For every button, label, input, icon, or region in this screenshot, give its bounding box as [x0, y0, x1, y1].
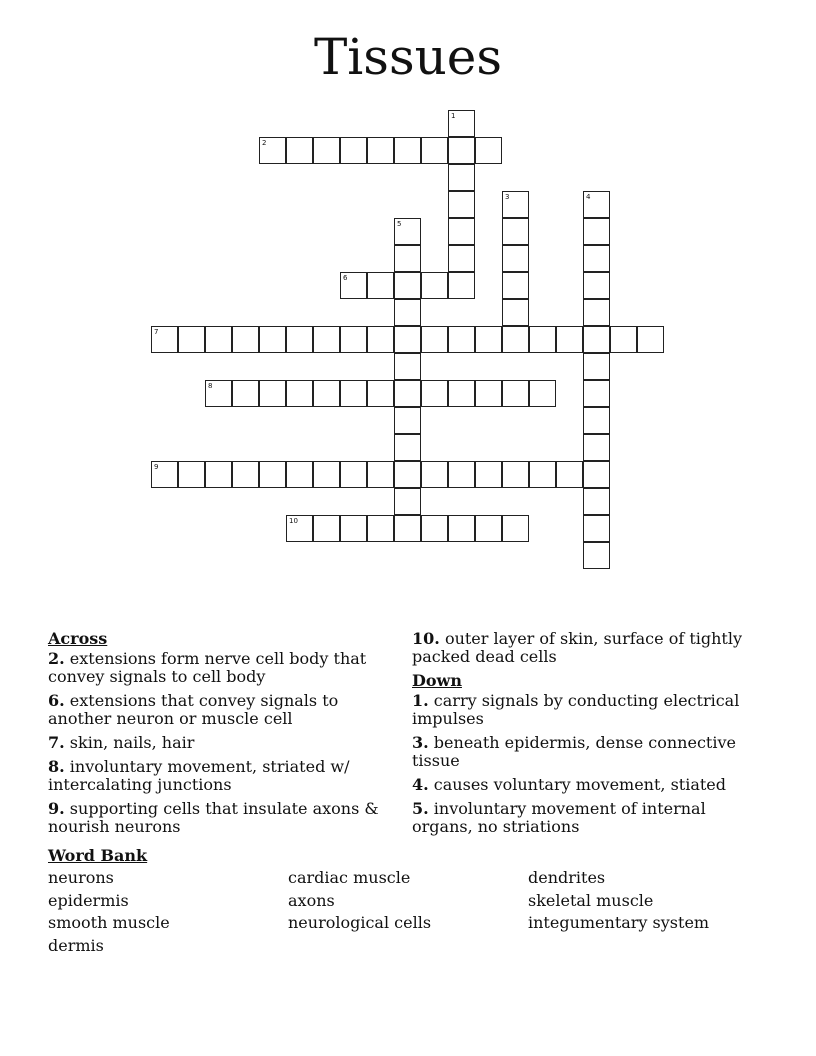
crossword-cell[interactable] [340, 326, 367, 353]
crossword-cell[interactable] [232, 461, 259, 488]
crossword-cell[interactable] [421, 326, 448, 353]
clue-number: 3. [412, 733, 429, 752]
clues-left-column [48, 630, 388, 842]
crossword-cell[interactable] [205, 380, 232, 407]
crossword-cell[interactable] [502, 191, 529, 218]
word-bank-item: axons [288, 890, 335, 910]
crossword-cell[interactable] [367, 461, 394, 488]
crossword-cell[interactable] [259, 326, 286, 353]
crossword-cell[interactable] [529, 380, 556, 407]
crossword-cell[interactable] [394, 380, 421, 407]
crossword-cell[interactable] [583, 542, 610, 569]
clue-number: 8. [48, 757, 65, 776]
cell-number: 5 [397, 220, 402, 228]
crossword-cell[interactable] [475, 461, 502, 488]
crossword-cell[interactable] [394, 137, 421, 164]
crossword-cell[interactable] [367, 380, 394, 407]
crossword-cell[interactable] [394, 299, 421, 326]
clue-down-3 [412, 734, 757, 770]
crossword-cell[interactable] [529, 461, 556, 488]
crossword-cell[interactable] [448, 218, 475, 245]
word-bank-item: neurons [48, 868, 114, 887]
clue-number: 7. [48, 733, 65, 752]
crossword-cell[interactable] [151, 461, 178, 488]
crossword-cell[interactable] [448, 326, 475, 353]
clue-across-8 [48, 758, 388, 794]
clue-text: outer layer of skin, surface of tightly packed dead cells [412, 629, 743, 666]
crossword-cell[interactable] [205, 461, 232, 488]
cell-number: 8 [208, 382, 213, 390]
cell-number: 4 [586, 193, 591, 201]
crossword-cell[interactable] [583, 461, 610, 488]
cell-number: 1 [451, 112, 456, 120]
crossword-cell[interactable] [286, 461, 313, 488]
clue-text: beneath epidermis, dense connective tissue [412, 733, 736, 770]
crossword-cell[interactable] [259, 137, 286, 164]
crossword-cell[interactable] [313, 515, 340, 542]
crossword-cell[interactable] [583, 488, 610, 515]
crossword-cell[interactable] [637, 326, 664, 353]
clue-number: 4. [412, 775, 429, 794]
clue-text: extensions form nerve cell body that convey signals to cell body [48, 649, 367, 686]
clue-text: extensions that convey signals to another neuron or muscle cell [48, 691, 339, 728]
clue-text: causes voluntary movement, stiated [433, 775, 727, 794]
crossword-cell[interactable] [502, 326, 529, 353]
crossword-cell[interactable] [394, 434, 421, 461]
word-bank-item: neurological cells [288, 913, 432, 932]
crossword-cell[interactable] [340, 380, 367, 407]
crossword-cell[interactable] [583, 434, 610, 461]
crossword-cell[interactable] [421, 515, 448, 542]
clue-number: 2. [48, 649, 65, 668]
crossword-cell[interactable] [394, 461, 421, 488]
clue-number: 6. [48, 691, 65, 710]
crossword-cell[interactable] [583, 380, 610, 407]
crossword-cell[interactable] [421, 380, 448, 407]
clue-text: involuntary movement, striated w/ intercalating junctions [48, 757, 350, 794]
crossword-cell[interactable] [286, 326, 313, 353]
cell-number: 7 [154, 328, 159, 336]
across-heading: Across [48, 629, 108, 648]
crossword-cell[interactable] [448, 380, 475, 407]
word-bank-item: integumentary system [528, 913, 710, 932]
crossword-cell[interactable] [502, 218, 529, 245]
crossword-cell[interactable] [151, 326, 178, 353]
clue-down-4 [412, 776, 757, 794]
crossword-cell[interactable] [583, 353, 610, 380]
crossword-cell[interactable] [583, 407, 610, 434]
cell-number: 2 [262, 139, 267, 147]
word-bank-item: dendrites [528, 868, 606, 887]
crossword-cell[interactable] [583, 326, 610, 353]
crossword-cell[interactable] [340, 272, 367, 299]
clue-text: involuntary movement of internal organs, no striations [412, 799, 706, 836]
word-bank-item [288, 936, 528, 959]
word-bank-row [48, 868, 768, 891]
crossword-cell[interactable] [448, 461, 475, 488]
crossword-cell[interactable] [421, 137, 448, 164]
word-bank-item: epidermis [48, 890, 129, 910]
crossword-cell[interactable] [448, 137, 475, 164]
crossword-cell[interactable] [286, 515, 313, 542]
clue-text: skin, nails, hair [69, 733, 195, 752]
clue-number: 9. [48, 799, 65, 818]
crossword-cell[interactable] [475, 380, 502, 407]
crossword-cell[interactable] [583, 245, 610, 272]
word-bank-heading: Word Bank [48, 846, 148, 865]
clue-text: supporting cells that insulate axons & nourish neurons [48, 799, 379, 836]
word-bank-item [528, 936, 768, 959]
clue-number: 10. [412, 629, 440, 648]
crossword-cell[interactable] [340, 515, 367, 542]
crossword-cell[interactable] [394, 245, 421, 272]
crossword-cell[interactable] [394, 218, 421, 245]
cell-number: 6 [343, 274, 348, 282]
word-bank-row [48, 936, 768, 959]
word-bank-item: cardiac muscle [288, 868, 411, 887]
crossword-cell[interactable] [313, 380, 340, 407]
word-bank-item: skeletal muscle [528, 890, 654, 910]
clue-number: 1. [412, 691, 429, 710]
crossword-cell[interactable] [232, 380, 259, 407]
crossword-cell[interactable] [340, 461, 367, 488]
crossword-cell[interactable] [394, 326, 421, 353]
word-bank-item: dermis [48, 935, 104, 955]
crossword-cell[interactable] [583, 272, 610, 299]
crossword-cell[interactable] [394, 272, 421, 299]
crossword-cell[interactable] [502, 461, 529, 488]
clue-text: carry signals by conducting electrical impulses [412, 691, 740, 728]
clue-down-5 [412, 800, 757, 836]
crossword-cell[interactable] [583, 191, 610, 218]
crossword-cell[interactable] [178, 326, 205, 353]
word-bank [48, 868, 768, 958]
clue-across-10 [412, 630, 757, 666]
cell-number: 9 [154, 463, 159, 471]
clue-across-2 [48, 650, 388, 686]
crossword-cell[interactable] [259, 380, 286, 407]
crossword-cell[interactable] [448, 110, 475, 137]
crossword-cell[interactable] [583, 299, 610, 326]
crossword-cell[interactable] [340, 137, 367, 164]
crossword-cell[interactable] [583, 218, 610, 245]
crossword-cell[interactable] [448, 164, 475, 191]
crossword-cell[interactable] [502, 245, 529, 272]
clue-across-7 [48, 734, 388, 752]
crossword-cell[interactable] [502, 380, 529, 407]
crossword-cell[interactable] [313, 461, 340, 488]
crossword-cell[interactable] [421, 272, 448, 299]
crossword-cell[interactable] [394, 353, 421, 380]
crossword-cell[interactable] [178, 461, 205, 488]
crossword-cell[interactable] [313, 137, 340, 164]
crossword-cell[interactable] [448, 515, 475, 542]
crossword-cell[interactable] [556, 326, 583, 353]
crossword-cell[interactable] [367, 515, 394, 542]
crossword-cell[interactable] [394, 407, 421, 434]
clue-number: 5. [412, 799, 429, 818]
word-bank-row [48, 891, 768, 914]
crossword-cell[interactable] [529, 326, 556, 353]
clue-across-6 [48, 692, 388, 728]
crossword-cell[interactable] [448, 191, 475, 218]
crossword-cell[interactable] [583, 515, 610, 542]
crossword-cell[interactable] [367, 326, 394, 353]
crossword-cell[interactable] [394, 515, 421, 542]
crossword-cell[interactable] [313, 326, 340, 353]
clue-down-1 [412, 692, 757, 728]
crossword-cell[interactable] [475, 515, 502, 542]
crossword-cell[interactable] [205, 326, 232, 353]
clue-across-9 [48, 800, 388, 836]
down-heading: Down [412, 671, 462, 690]
clues-right-column [412, 630, 757, 842]
crossword-cell[interactable] [448, 272, 475, 299]
word-bank-row [48, 913, 768, 936]
crossword-cell[interactable] [421, 461, 448, 488]
crossword-cell[interactable] [259, 461, 286, 488]
crossword-cell[interactable] [475, 137, 502, 164]
crossword-cell[interactable] [286, 380, 313, 407]
crossword-cell[interactable] [502, 515, 529, 542]
crossword-cell[interactable] [367, 137, 394, 164]
crossword-cell[interactable] [232, 326, 259, 353]
page-title: Tissues [313, 28, 503, 86]
crossword-cell[interactable] [610, 326, 637, 353]
crossword-cell[interactable] [475, 326, 502, 353]
crossword-cell[interactable] [502, 299, 529, 326]
crossword-cell[interactable] [367, 272, 394, 299]
crossword-cell[interactable] [556, 461, 583, 488]
cell-number: 10 [289, 517, 298, 525]
crossword-cell[interactable] [286, 137, 313, 164]
word-bank-item: smooth muscle [48, 913, 170, 932]
crossword-cell[interactable] [394, 488, 421, 515]
cell-number: 3 [505, 193, 510, 201]
crossword-cell[interactable] [502, 272, 529, 299]
crossword-cell[interactable] [448, 245, 475, 272]
